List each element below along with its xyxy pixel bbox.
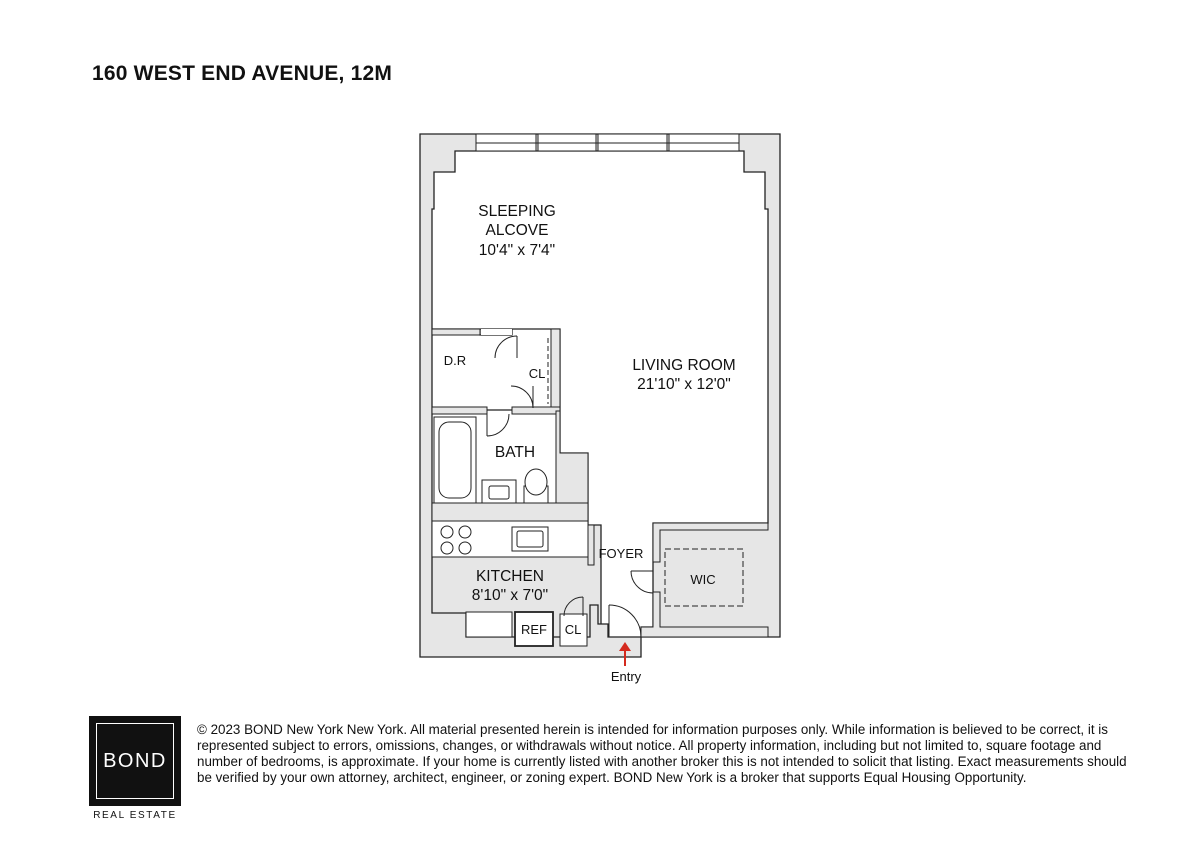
wall-dr-left-door <box>481 329 512 335</box>
windows <box>476 134 739 151</box>
bond-logo-frame <box>96 723 174 799</box>
wall-bath-right <box>556 411 588 512</box>
kitchen-dims: 8'10" x 7'0" <box>471 587 549 604</box>
toilet-icon <box>524 469 548 503</box>
exterior-walls <box>420 134 780 657</box>
entry-label: Entry <box>610 669 642 684</box>
sleeping-alcove-dims: 10'4" x 7'4" <box>478 242 556 259</box>
living-room-dims: 21'10" x 12'0" <box>637 376 731 393</box>
living-room-label: LIVING ROOM <box>632 357 736 374</box>
sleeping-alcove-label-2: ALCOVE <box>485 222 549 239</box>
bathtub-icon <box>434 417 476 503</box>
kitchen-counter <box>432 521 588 557</box>
logo-subtitle: REAL ESTATE <box>93 810 177 821</box>
legal-disclaimer: © 2023 BOND New York New York. All material presented herein is intended for information purposes only. While information is believed to be correct, it is represented subject to errors, omissions, changes, or withdrawals without notice. All property information, including but not limited to, square footage and number of bedrooms, is approximate. If your home is currently listed with another broker this is not intended to solicit that listing. Exact measurements should be verified by your own attorney, architect, engineer, or zoning expert. BOND New York is a broker that supports Equal Housing Opportunity. <box>197 722 1127 785</box>
entry-door <box>609 605 641 637</box>
bath-label: BATH <box>494 444 536 461</box>
sink-icon <box>482 480 516 503</box>
foyer-label: FOYER <box>598 546 644 561</box>
listing-title: 160 WEST END AVENUE, 12M <box>92 62 393 85</box>
closet-doors-upper <box>487 336 548 436</box>
wall-closet-bath <box>512 407 560 414</box>
closet-upper-label: CL <box>528 366 546 381</box>
wall-sleeping-closet <box>432 329 480 335</box>
kitchen-label: KITCHEN <box>475 568 545 585</box>
kitchen-sink-icon <box>512 527 548 551</box>
wall-kitchen-foyer <box>588 525 594 565</box>
wall-bath-kitchen <box>432 503 588 521</box>
wall-dr-bath <box>432 407 487 414</box>
wall-closet-right <box>551 329 560 411</box>
closet-lower-label: CL <box>564 622 582 637</box>
dining-label: D.R <box>443 353 467 368</box>
bond-logo <box>89 716 181 806</box>
wic-label: WIC <box>690 572 716 587</box>
sleeping-alcove-label: SLEEPING <box>478 203 556 220</box>
refrigerator-label: REF <box>521 622 547 637</box>
bond-logo-text: BOND <box>103 749 167 772</box>
